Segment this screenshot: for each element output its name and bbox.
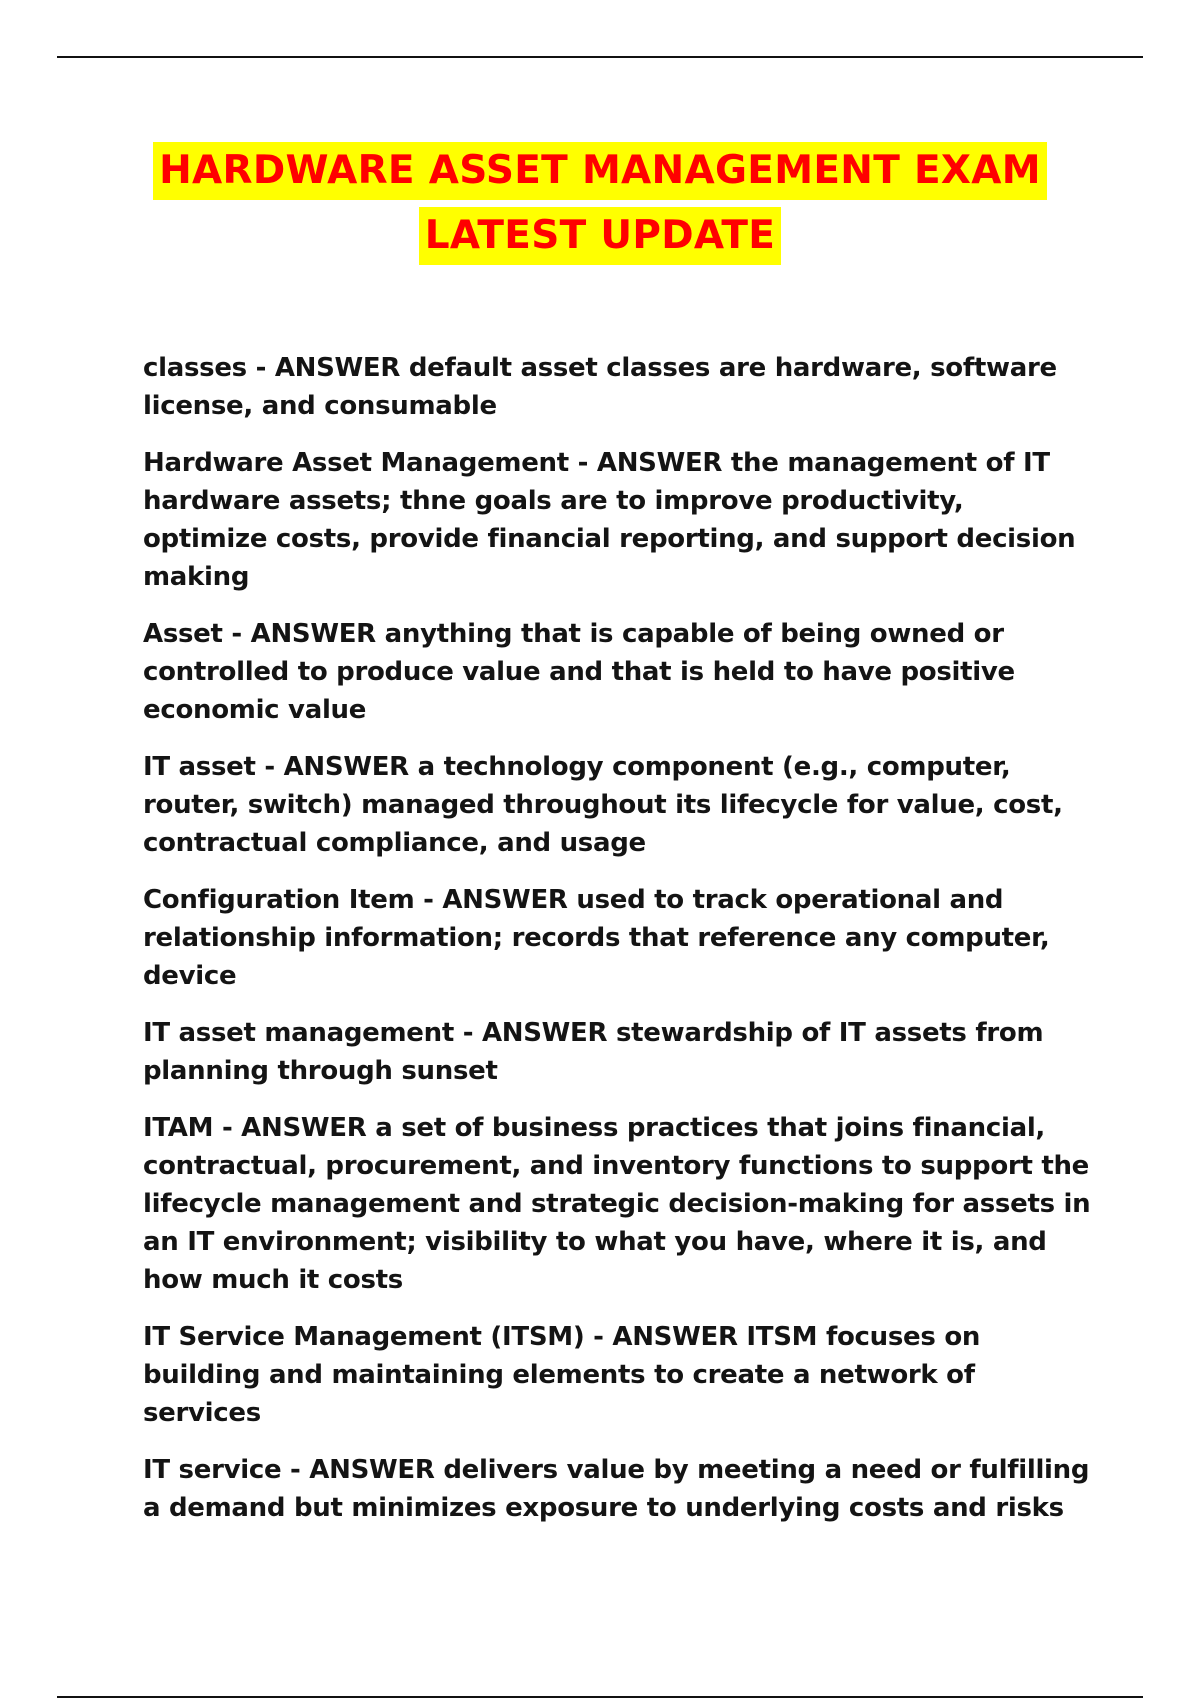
qa-entry: classes - ANSWER default asset classes are hardware, software license, and consumable	[143, 353, 1057, 421]
qa-entry: IT asset management - ANSWER stewardship of IT assets from planning through sunset	[143, 1018, 1044, 1086]
qa-entry: ITAM - ANSWER a set of business practices that joins financial, contractual, procurement, and inventory functions to support the lifecycle management and strategic decision-making for assets in an IT environment; visibility to what you have, where it is, and how much it costs	[143, 1113, 1091, 1295]
qa-entry: IT asset - ANSWER a technology component (e.g., computer, router, switch) managed throughout its lifecycle for value, cost, contractual compliance, and usage	[143, 752, 1063, 858]
title-line-2: LATEST UPDATE	[419, 207, 781, 265]
top-rule	[57, 56, 1143, 58]
bottom-rule	[57, 1696, 1143, 1698]
title-line-1: HARDWARE ASSET MANAGEMENT EXAM	[153, 142, 1047, 200]
qa-entry: IT Service Management (ITSM) - ANSWER ITSM focuses on building and maintaining elements to create a network of services	[143, 1322, 981, 1428]
qa-entry: IT service - ANSWER delivers value by meeting a need or fulfilling a demand but minimizes exposure to underlying costs and risks	[143, 1455, 1090, 1523]
qa-list	[143, 349, 1093, 1546]
qa-entry: Configuration Item - ANSWER used to track operational and relationship information; records that reference any computer, device	[143, 885, 1050, 991]
qa-entry: Hardware Asset Management - ANSWER the management of IT hardware assets; thne goals are to improve productivity, optimize costs, provide financial reporting, and support decision making	[143, 448, 1076, 592]
document-title	[0, 142, 1200, 265]
qa-entry: Asset - ANSWER anything that is capable of being owned or controlled to produce value and that is held to have positive economic value	[143, 619, 1015, 725]
